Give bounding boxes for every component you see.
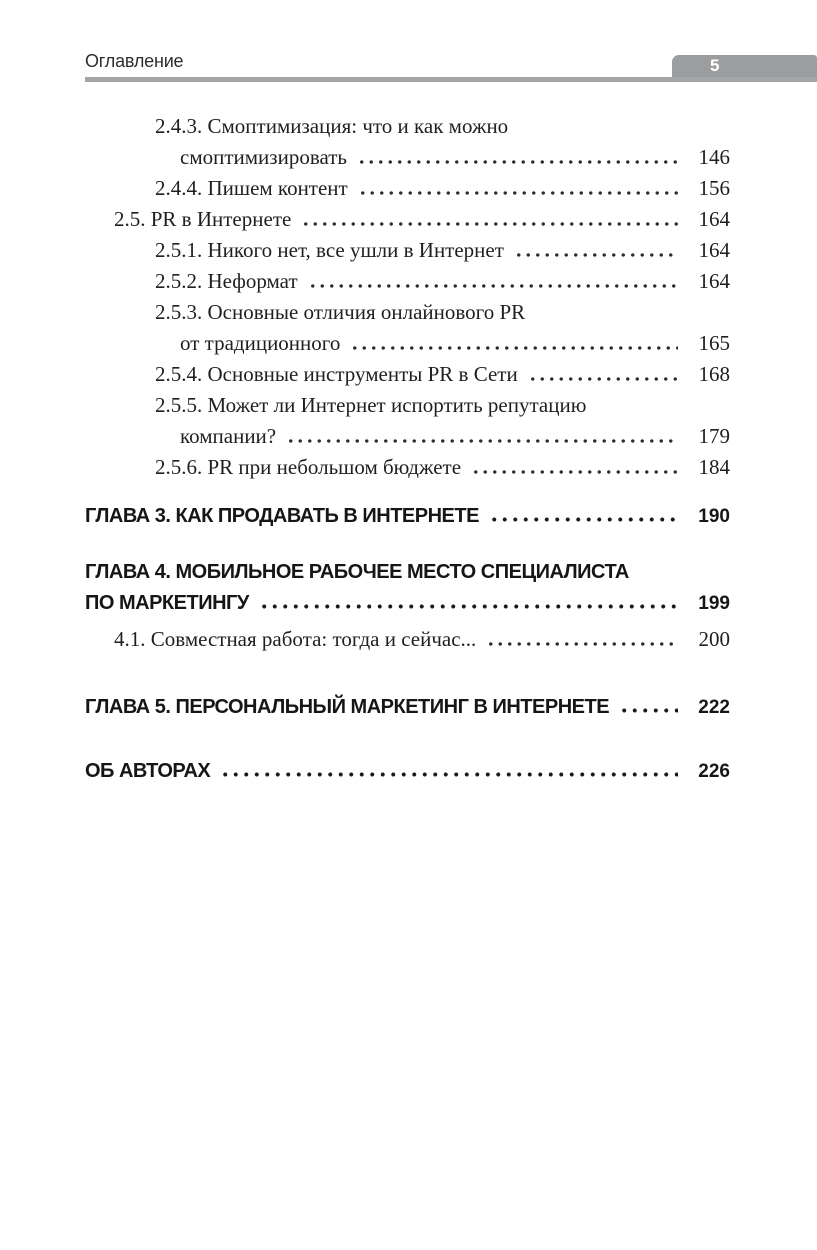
toc-entry <box>85 390 730 421</box>
toc-entry-page: 184 <box>698 455 730 479</box>
dotted-leader <box>259 604 678 609</box>
page-number-badge <box>672 55 817 77</box>
toc-entry-page: 200 <box>698 627 730 651</box>
toc-entry <box>85 297 730 328</box>
toc-chapter-label: ГЛАВА 5. ПЕРСОНАЛЬНЫЙ МАРКЕТИНГ В ИНТЕРНЕТЕ <box>85 696 610 718</box>
toc-chapter-entry <box>85 756 730 787</box>
dotted-leader <box>514 253 678 257</box>
toc-chapter-label: ПО МАРКЕТИНГУ <box>85 592 249 614</box>
dotted-leader <box>357 160 678 164</box>
dotted-leader <box>350 346 678 350</box>
toc-chapter-continuation <box>85 588 730 619</box>
toc-entry-label: 2.5.1. Никого нет, все ушли в Интернет <box>155 238 504 262</box>
dotted-leader <box>308 284 678 288</box>
toc-entry-label: 2.5.4. Основные инструменты PR в Сети <box>155 362 518 386</box>
toc-entry <box>85 624 730 655</box>
dotted-leader <box>471 470 678 474</box>
toc-entry-continuation <box>85 421 730 452</box>
header-rule <box>85 77 817 82</box>
toc-entry-page: 179 <box>698 424 730 448</box>
toc-entry-page: 146 <box>698 145 730 169</box>
toc-entry-label: от традиционного <box>180 331 341 355</box>
toc-entry-label: компании? <box>180 424 277 448</box>
dotted-leader <box>486 642 678 646</box>
toc-chapter-label: ОБ АВТОРАХ <box>85 760 211 782</box>
dotted-leader <box>489 517 678 522</box>
dotted-leader <box>528 377 678 381</box>
toc-entry <box>85 452 730 483</box>
toc-entry-label: 2.5.2. Неформат <box>155 269 298 293</box>
page-number: 5 <box>710 56 720 75</box>
toc-entry-page: 165 <box>698 331 730 355</box>
toc-chapter-page: 199 <box>698 593 730 614</box>
toc-entry-label: 2.5.5. Может ли Интернет испортить репутацию <box>155 393 587 417</box>
toc-chapter-label: ГЛАВА 3. КАК ПРОДАВАТЬ В ИНТЕРНЕТЕ <box>85 505 479 527</box>
toc-chapter-entry <box>85 692 730 723</box>
toc-entry-page: 164 <box>698 238 730 262</box>
toc-entry-label: 2.4.3. Смоптимизация: что и как можно <box>155 114 509 138</box>
table-of-contents <box>85 111 730 787</box>
toc-entry-page: 164 <box>698 207 730 231</box>
toc-entry-page: 156 <box>698 176 730 200</box>
dotted-leader <box>220 772 678 777</box>
toc-entry <box>85 235 730 266</box>
dotted-leader <box>358 191 678 195</box>
toc-entry-label: 2.5.6. PR при небольшом бюджете <box>155 455 462 479</box>
toc-entry-page: 168 <box>698 362 730 386</box>
toc-chapter-label: ГЛАВА 4. МОБИЛЬНОЕ РАБОЧЕЕ МЕСТО СПЕЦИАЛИСТА <box>85 561 629 583</box>
toc-entry-label: 2.5.3. Основные отличия онлайнового PR <box>155 300 526 324</box>
toc-entry-label: 4.1. Совместная работа: тогда и сейчас... <box>114 627 477 651</box>
toc-chapter-page: 190 <box>698 506 730 527</box>
dotted-leader <box>301 222 678 226</box>
toc-chapter-entry <box>85 557 730 588</box>
toc-entry <box>85 111 730 142</box>
toc-chapter-page: 222 <box>698 697 730 718</box>
toc-chapter-entry <box>85 501 730 532</box>
dotted-leader <box>286 439 678 443</box>
toc-entry-label: 2.5. PR в Интернете <box>114 207 292 231</box>
page-title: Оглавление <box>85 51 184 71</box>
toc-entry <box>85 204 730 235</box>
toc-entry <box>85 173 730 204</box>
dotted-leader <box>619 708 678 713</box>
toc-entry <box>85 266 730 297</box>
toc-entry-page: 164 <box>698 269 730 293</box>
toc-chapter-page: 226 <box>698 761 730 782</box>
toc-entry-continuation <box>85 328 730 359</box>
toc-entry-label: 2.4.4. Пишем контент <box>155 176 348 200</box>
page-header <box>85 50 817 82</box>
toc-entry <box>85 359 730 390</box>
book-page <box>0 50 817 1250</box>
toc-entry-label: смоптимизировать <box>180 145 347 169</box>
toc-entry-continuation <box>85 142 730 173</box>
